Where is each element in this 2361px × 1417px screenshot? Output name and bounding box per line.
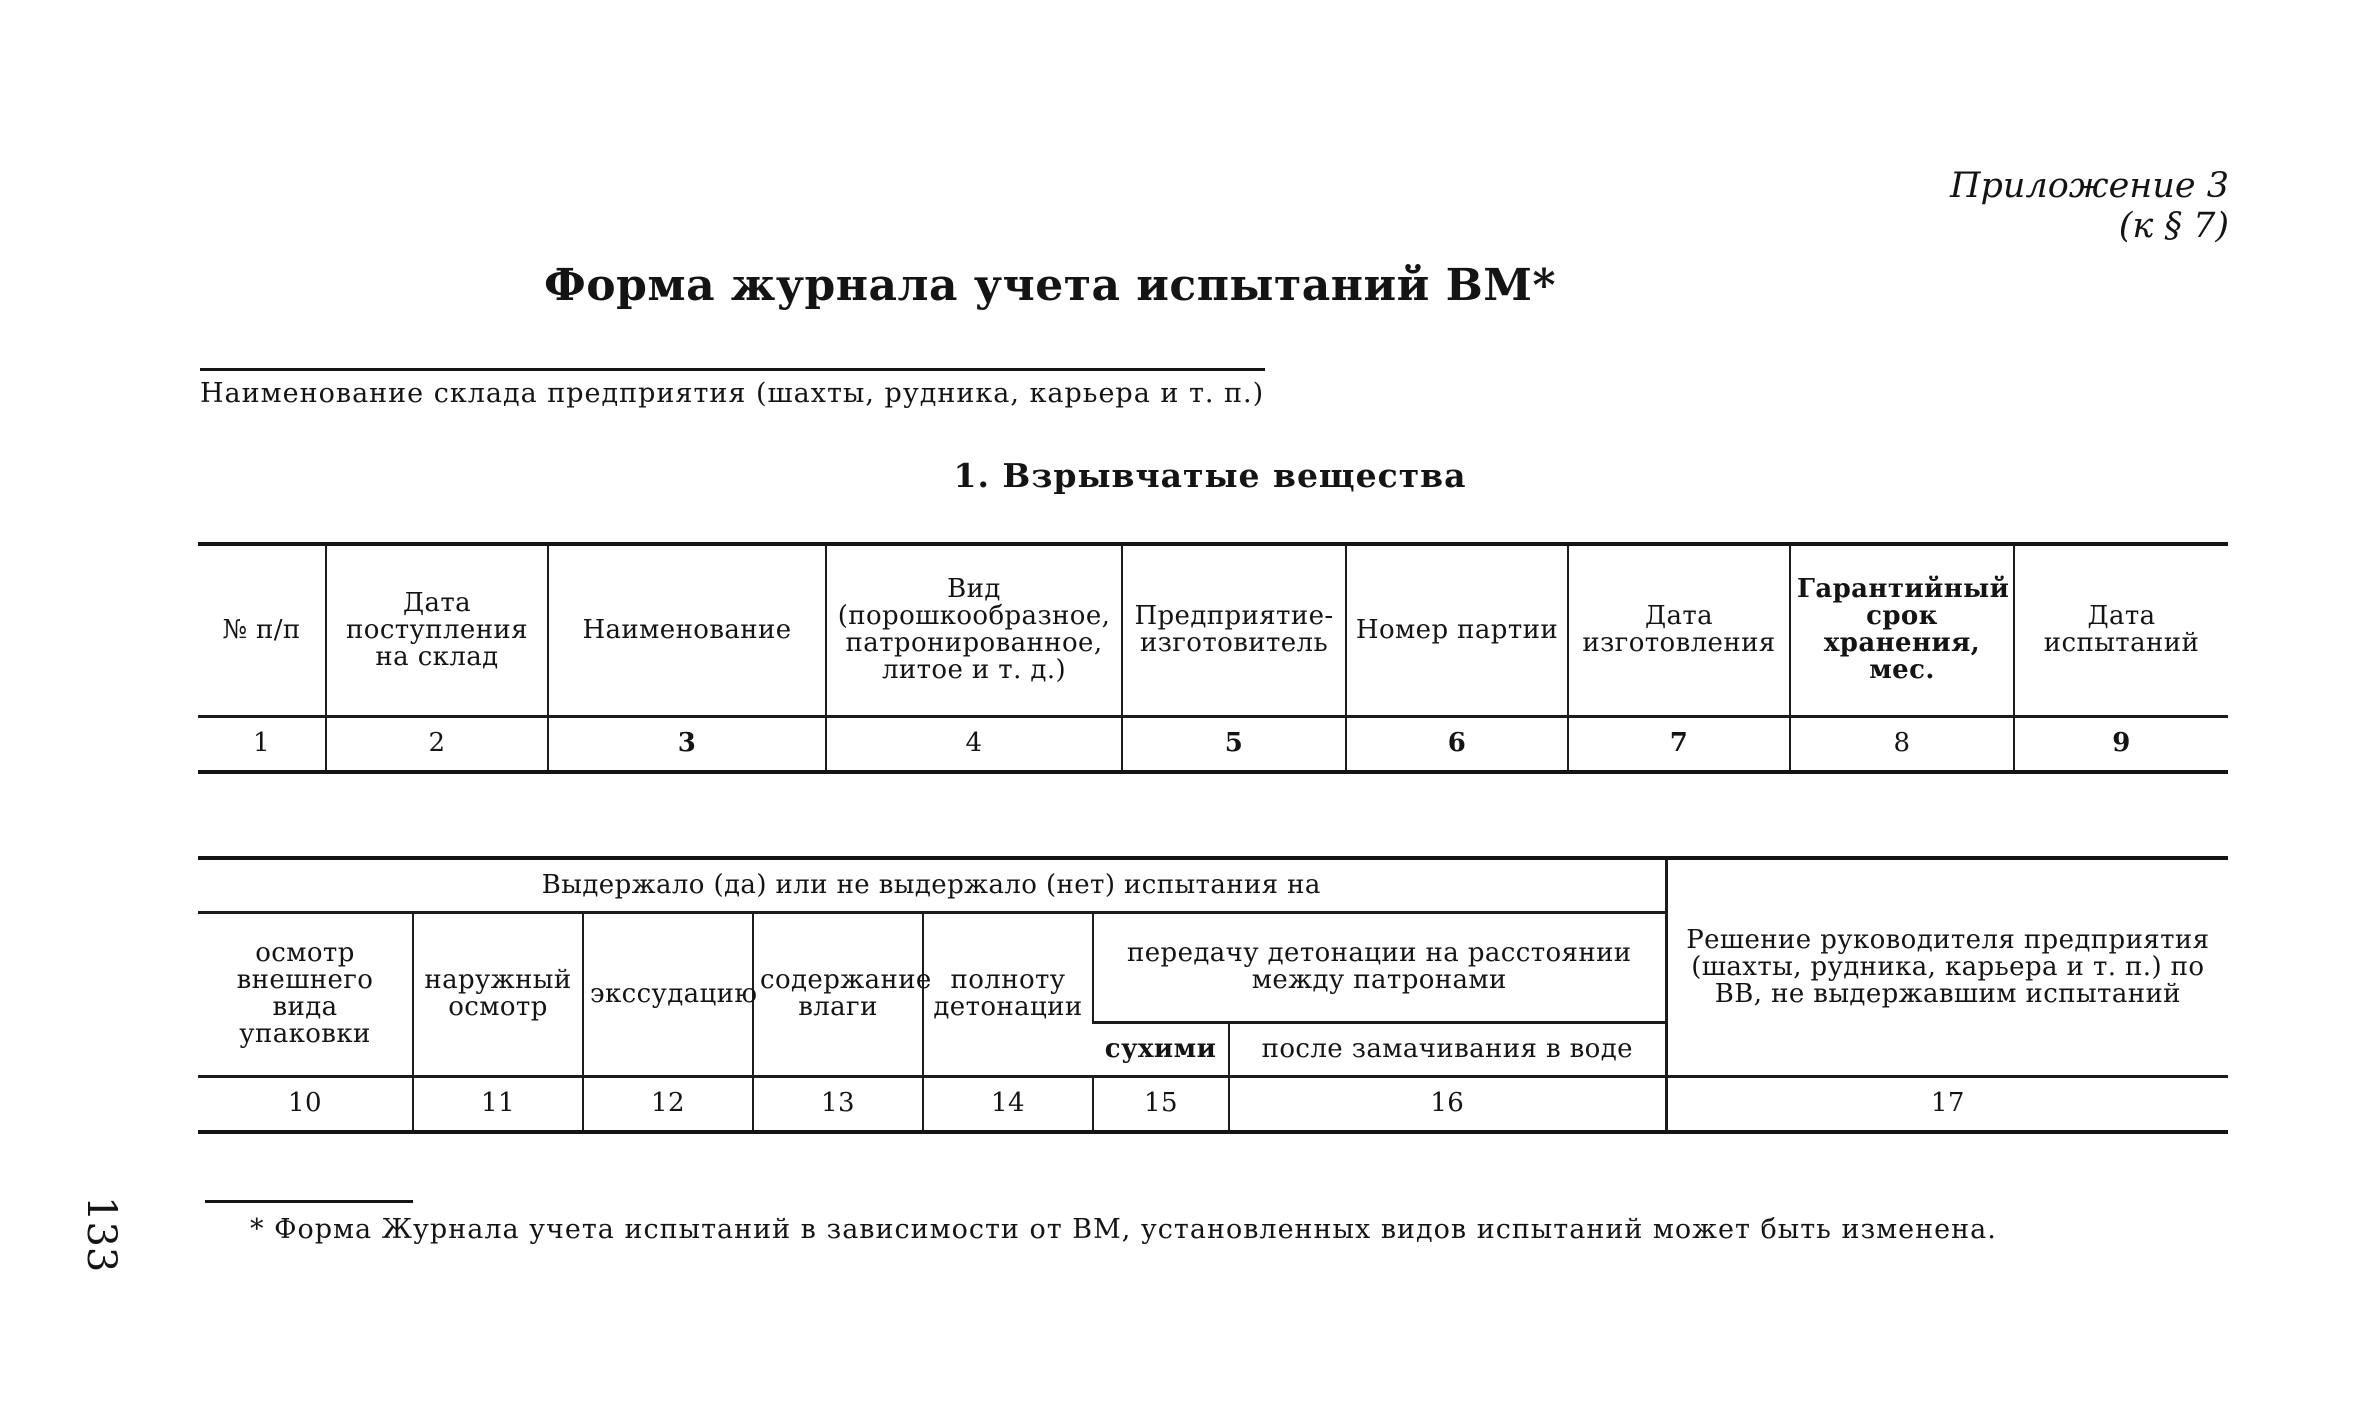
header-manufacture-date: Дата изготовления: [1568, 544, 1790, 716]
warehouse-name-line: [200, 368, 1265, 371]
header-shelf-life: Гарантийный срок хранения, мес.: [1790, 544, 2014, 716]
header-moisture: содержание влаги: [753, 912, 923, 1076]
header-manufacturer: Предприятие-изготовитель: [1122, 544, 1346, 716]
column-number: 11: [413, 1076, 583, 1132]
section-title: 1. Взрывчатые вещества: [953, 456, 1467, 495]
footnote: * Форма Журнала учета испытаний в зависимости от ВМ, установленных видов испытаний может быть изменена.: [250, 1214, 1997, 1245]
column-number: 1: [253, 728, 270, 758]
column-number: 3: [548, 716, 826, 772]
column-number: 9: [2014, 716, 2228, 772]
header-row-number: № п/п: [198, 544, 326, 716]
page-number: 133: [78, 1196, 124, 1273]
footnote-separator: [205, 1200, 413, 1203]
header-arrival-date: Дата поступления на склад: [326, 544, 548, 716]
header-management-decision: Решение руководителя предприятия (шахты, рудника, карьера и т. п.) по ВВ, не выдержавшим испытаний: [1666, 858, 2228, 1076]
header-detonation-transfer: передачу детонации на расстоянии между патронами: [1093, 912, 1666, 1022]
header-test-date: Дата испытаний: [2014, 544, 2228, 716]
test-group-header: Выдержало (да) или не выдержало (нет) испытания на: [198, 858, 1666, 912]
header-after-soaking: после замачивания в воде: [1229, 1022, 1666, 1076]
column-number: 17: [1666, 1076, 2228, 1132]
explosives-table: [198, 542, 2228, 774]
column-number: 13: [753, 1076, 923, 1132]
column-number: 5: [1122, 716, 1346, 772]
appendix-section-ref: (к § 7): [2118, 206, 2229, 246]
column-number: 14: [923, 1076, 1093, 1132]
column-number: 10: [288, 1088, 322, 1118]
column-number: 4: [826, 716, 1122, 772]
test-results-table: [198, 856, 2228, 1134]
column-number: 2: [326, 716, 548, 772]
header-detonation-completeness: полноту детонации: [923, 912, 1093, 1076]
header-batch-number: Номер партии: [1346, 544, 1568, 716]
header-packaging-inspection: осмотр внешнего вида упаковки: [198, 912, 413, 1076]
appendix-reference: [1950, 166, 2229, 246]
header-dry: сухими: [1093, 1022, 1229, 1076]
column-number: 7: [1568, 716, 1790, 772]
column-number: 15: [1093, 1076, 1229, 1132]
header-exudation: экссудацию: [583, 912, 753, 1076]
appendix-label: Приложение 3: [1949, 166, 2229, 206]
warehouse-caption: Наименование склада предприятия (шахты, рудника, карьера и т. п.): [200, 378, 1265, 409]
header-name: Наименование: [548, 544, 826, 716]
column-number: 16: [1229, 1076, 1666, 1132]
column-number: 6: [1346, 716, 1568, 772]
header-type: Вид (порошкообразное, патронированное, литое и т. д.): [826, 544, 1122, 716]
column-number: 8: [1790, 716, 2014, 772]
document-title: Форма журнала учета испытаний ВМ*: [544, 260, 1556, 311]
column-number: 12: [583, 1076, 753, 1132]
header-external-inspection: наружный осмотр: [413, 912, 583, 1076]
